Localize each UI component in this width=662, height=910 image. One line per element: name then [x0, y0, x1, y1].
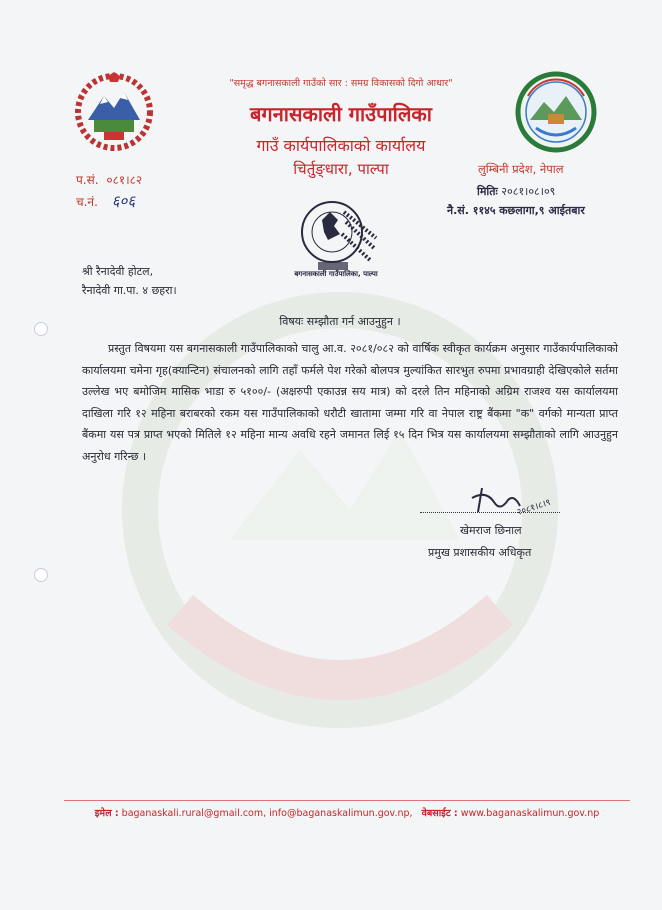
signatory-title: प्रमुख प्रशासकीय अधिकृत	[428, 546, 532, 559]
office-name: बगनासकाली गाउँपालिका	[250, 102, 432, 126]
ns-value: कछलागा,९ आईतबार	[499, 204, 585, 217]
email-label: इमेल :	[94, 808, 119, 819]
office-stamp-text: बगनासकाली गाउँपालिका, पाल्पा	[294, 270, 378, 278]
nepal-emblem-icon	[70, 72, 158, 152]
addressee-line-2: रैनादेवी गा.पा. ४ छहरा।	[82, 284, 177, 297]
website-link[interactable]: www.baganaskalimun.gov.np	[460, 808, 600, 819]
body-paragraph: प्रस्तुत विषयमा यस बगनासकाली गाउँपालिकाको चालु आ.व. २०८१/०८२ को वार्षिक स्वीकृत कार्यक्रम अनुसार गाउँकार्यपालिकाको कार्यालयमा चमेना गृह(क्यान्टिन) संचालनको लागि तहाँ फर्मले पेश गरेको बोलपत्र मुल्यांकित सारभुत रुपमा प्रभावग्राही देखिएकोले सर्तमा उल्लेख भए बमोजिम मासिक भाडा रु ५१००/- (अक्षरुपी एकाउन्न सय मात्र) को दरले तिन महिनाको अग्रिम राजश्व यस कार्यालयमा दाखिला गरि १२ महिना बराबरको रकम यस गाउँपालिकाको धरौटी खातामा जम्मा गरि वा नेपाल राष्ट्र बैंकमा "क" वर्गको मान्यता प्राप्त बैंकमा यस पत्र प्राप्त भएको मितिले १२ महिना मान्य अवधि रहने जमानत लिई १५ दिन भित्र यस कार्यालयमा सम्झौताको लागि आउनुहुन अनुरोध गरिन्छ ।	[82, 342, 618, 463]
reference-block	[76, 170, 142, 213]
email-list[interactable]: baganaskali.rural@gmail.com, info@baganaskalimun.gov.np,	[121, 808, 413, 819]
addressee-line-1: श्री रैनादेवी होटल,	[82, 265, 154, 278]
office-subtitle: गाउँ कार्यपालिकाको कार्यालय	[256, 136, 426, 155]
date-value: २०८१।०८।०९	[501, 185, 556, 198]
municipality-logo-icon	[514, 70, 598, 154]
ps-value: ०८१।८२	[106, 173, 143, 187]
footer-divider	[64, 800, 630, 801]
ns-label: नै.सं. ११४५	[447, 204, 496, 217]
subject: विषयः सम्झौता गर्न आउनुहुन ।	[279, 315, 401, 328]
province: लुम्बिनी प्रदेश, नेपाल	[478, 162, 564, 176]
ps-label: प.सं.	[76, 173, 99, 187]
office-stamp-icon	[290, 192, 382, 282]
office-location: चिर्तुङ्धारा, पाल्पा	[293, 160, 389, 178]
cn-row	[76, 191, 142, 213]
cn-label: च.नं.	[76, 195, 98, 209]
addressee	[82, 262, 177, 300]
signature-line	[420, 512, 560, 513]
tagline: "समृद्ध बगनासकाली गाउँको सार : समग्र विकासको दिगो आधार"	[229, 78, 453, 89]
punch-hole-top	[34, 322, 48, 336]
date-row	[447, 182, 585, 201]
footer	[64, 806, 630, 819]
ps-row	[76, 170, 142, 191]
ns-row	[447, 201, 585, 220]
signature-date: २०८१।८।९	[515, 497, 553, 519]
website-label: वेबसाईट :	[421, 808, 458, 819]
punch-hole-bottom	[34, 568, 48, 582]
signatory-name: खेमराज छिनाल	[460, 524, 522, 537]
date-label: मितिः	[477, 185, 498, 198]
cn-value: ६०६	[111, 192, 136, 210]
date-block	[447, 182, 585, 220]
